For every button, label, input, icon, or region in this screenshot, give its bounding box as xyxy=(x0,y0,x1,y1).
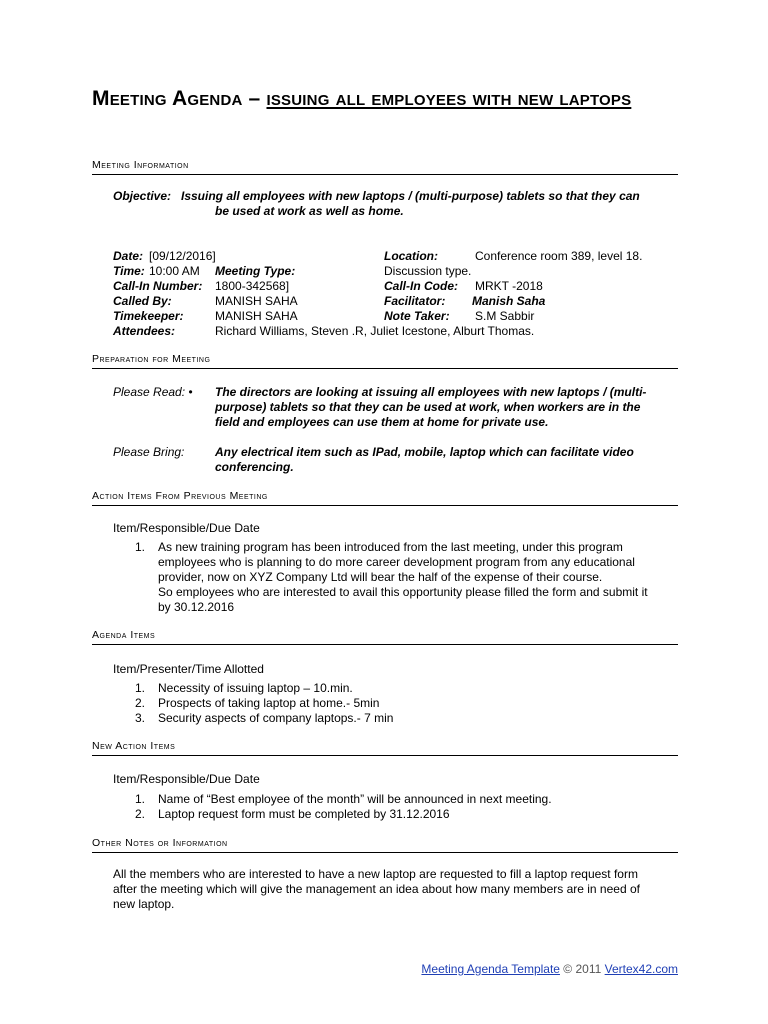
meeting-type-label: Meeting Type: xyxy=(215,264,296,278)
timekeeper-value: MANISH SAHA xyxy=(215,309,298,323)
section-heading-new-action-items: New Action Items xyxy=(92,739,678,756)
called-by-label: Called By: xyxy=(113,294,172,308)
please-bring-line-1: Any electrical item such as IPad, mobile, laptop which can facilitate video xyxy=(215,445,634,459)
previous-action-line-3: provider, now on XYZ Company Ltd will bear the half of the expense of their course. xyxy=(158,570,603,584)
please-bring-label: Please Bring: xyxy=(113,445,185,459)
objective-line-1: Issuing all employees with new laptops / (multi-purpose) tablets so that they can xyxy=(181,189,640,203)
please-read-line-1: The directors are looking at issuing all employees with new laptops / (multi- xyxy=(215,385,647,399)
agenda-item-number: 2. xyxy=(135,696,146,710)
date-label: Date: xyxy=(113,249,144,263)
please-bring-line-2: conferencing. xyxy=(215,460,294,474)
previous-action-line-5: by 30.12.2016 xyxy=(158,600,235,614)
section-heading-other-notes: Other Notes or Information xyxy=(92,836,678,853)
attendees-value: Richard Williams, Steven .R, Juliet Icestone, Alburt Thomas. xyxy=(215,324,535,338)
time-label: Time: xyxy=(113,264,145,278)
page-title xyxy=(92,84,692,113)
new-action-item-text: Name of “Best employee of the month” will be announced in next meeting. xyxy=(158,792,552,806)
callin-code-value: MRKT -2018 xyxy=(475,279,543,293)
agenda-item-number: 1. xyxy=(135,681,146,695)
copyright-text: © 2011 xyxy=(559,962,605,976)
agenda-item-text: Necessity of issuing laptop – 10.min. xyxy=(158,681,353,695)
agenda-item-text: Security aspects of company laptops.- 7 min xyxy=(158,711,394,725)
objective-line-2: be used at work as well as home. xyxy=(215,204,404,218)
callin-code-label: Call-In Code: xyxy=(384,279,458,293)
facilitator-value: Manish Saha xyxy=(472,294,546,308)
notes-line-1: All the members who are interested to have a new laptop are requested to fill a laptop request form xyxy=(113,867,638,881)
section-heading-meeting-information: Meeting Information xyxy=(92,158,678,175)
new-action-item-text: Laptop request form must be completed by 31.12.2016 xyxy=(158,807,450,821)
please-read-label: Please Read: • xyxy=(113,385,193,399)
callin-number-value: 1800-342568] xyxy=(215,279,290,293)
previous-action-line-4: So employees who are interested to avail this opportunity please filled the form and submit it xyxy=(158,585,648,599)
new-action-item-number: 1. xyxy=(135,792,146,806)
previous-action-number: 1. xyxy=(135,540,146,554)
footer xyxy=(421,962,678,976)
agenda-item-number: 3. xyxy=(135,711,146,725)
notes-line-3: new laptop. xyxy=(113,897,175,911)
note-taker-label: Note Taker: xyxy=(384,309,450,323)
location-value: Conference room 389, level 18. xyxy=(475,249,643,263)
title-main: Meeting Agenda – xyxy=(92,87,267,110)
new-action-item-number: 2. xyxy=(135,807,146,821)
callin-number-label: Call-In Number: xyxy=(113,279,203,293)
new-actions-column-header: Item/Responsible/Due Date xyxy=(113,772,260,786)
previous-action-line-2: employees who is planning to do more career development program from any educational xyxy=(158,555,635,569)
time-value: 10:00 AM xyxy=(149,264,200,278)
please-read-line-2: purpose) tablets so that they can be used at work, when workers are in the xyxy=(215,400,641,414)
facilitator-label: Facilitator: xyxy=(384,294,446,308)
title-subject: issuing all employees with new laptops xyxy=(266,87,632,110)
attendees-label: Attendees: xyxy=(113,324,176,338)
called-by-value: MANISH SAHA xyxy=(215,294,298,308)
date-value: [09/12/2016] xyxy=(149,249,216,263)
meeting-type-value: Discussion type. xyxy=(384,264,472,278)
objective-label: Objective: xyxy=(113,189,172,203)
meeting-agenda-template-link[interactable]: Meeting Agenda Template xyxy=(421,962,560,976)
section-heading-agenda-items: Agenda Items xyxy=(92,628,678,645)
previous-actions-column-header: Item/Responsible/Due Date xyxy=(113,521,260,535)
location-label: Location: xyxy=(384,249,438,263)
section-heading-previous-action-items: Action Items From Previous Meeting xyxy=(92,489,678,506)
please-read-line-3: field and employees can use them at home for private use. xyxy=(215,415,549,429)
previous-action-line-1: As new training program has been introduced from the last meeting, under this program xyxy=(158,540,623,554)
timekeeper-label: Timekeeper: xyxy=(113,309,184,323)
agenda-item-text: Prospects of taking laptop at home.- 5min xyxy=(158,696,380,710)
notes-line-2: after the meeting which will give the management an idea about how many members are in need of xyxy=(113,882,640,896)
agenda-column-header: Item/Presenter/Time Allotted xyxy=(113,662,264,676)
vertex42-link[interactable]: Vertex42.com xyxy=(604,962,678,976)
note-taker-value: S.M Sabbir xyxy=(475,309,535,323)
section-heading-preparation: Preparation for Meeting xyxy=(92,352,678,369)
